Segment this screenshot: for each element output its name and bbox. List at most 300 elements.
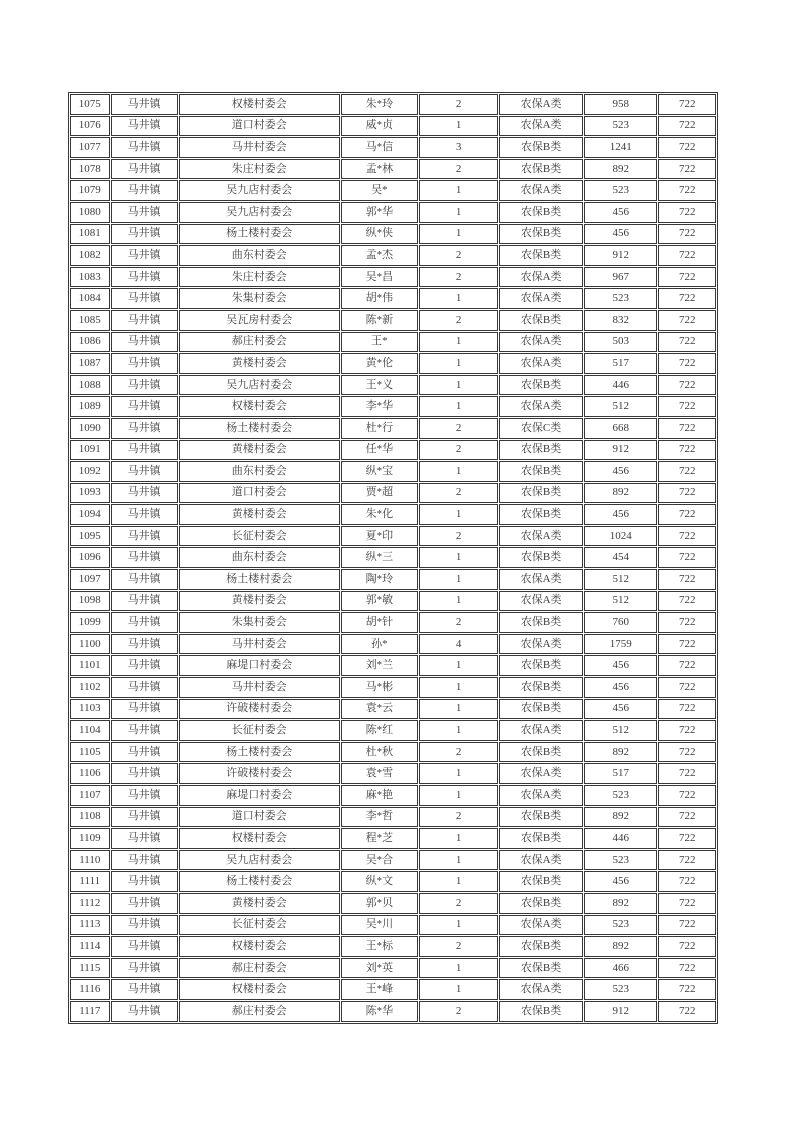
table-cell: 马井镇 — [111, 936, 178, 957]
table-cell: 722 — [658, 137, 716, 158]
table-cell: 贾*超 — [341, 483, 418, 504]
table-row — [70, 332, 716, 353]
table-cell: 454 — [584, 547, 657, 568]
table-cell: 512 — [584, 569, 657, 590]
table-cell: 722 — [658, 893, 716, 914]
table-cell: 958 — [584, 94, 657, 115]
table-cell: 912 — [584, 440, 657, 461]
table-row — [70, 569, 716, 590]
table-cell: 黄楼村委会 — [179, 353, 340, 374]
table-cell: 517 — [584, 353, 657, 374]
table-cell: 权楼村委会 — [179, 979, 340, 1000]
table-cell: 农保A类 — [499, 396, 583, 417]
table-cell: 1083 — [70, 267, 110, 288]
table-cell: 黄楼村委会 — [179, 591, 340, 612]
table-cell: 722 — [658, 94, 716, 115]
table-cell: 纵*侠 — [341, 224, 418, 245]
table-row — [70, 634, 716, 655]
table-cell: 农保A类 — [499, 634, 583, 655]
table-cell: 吴九店村委会 — [179, 375, 340, 396]
table-row — [70, 159, 716, 180]
table-cell: 722 — [658, 483, 716, 504]
table-cell: 马井镇 — [111, 828, 178, 849]
table-cell: 722 — [658, 440, 716, 461]
table-cell: 郝庄村委会 — [179, 332, 340, 353]
table-cell: 722 — [658, 742, 716, 763]
table-cell: 722 — [658, 332, 716, 353]
table-cell: 1099 — [70, 612, 110, 633]
table-cell: 马井镇 — [111, 440, 178, 461]
table-cell: 农保A类 — [499, 591, 583, 612]
table-cell: 马井镇 — [111, 418, 178, 439]
table-cell: 马井镇 — [111, 655, 178, 676]
table-cell: 郭*贝 — [341, 893, 418, 914]
table-cell: 2 — [419, 418, 498, 439]
table-cell: 农保A类 — [499, 267, 583, 288]
table-cell: 农保A类 — [499, 850, 583, 871]
table-cell: 722 — [658, 591, 716, 612]
insurance-roster-table — [68, 92, 718, 1024]
table-cell: 1089 — [70, 396, 110, 417]
table-cell: 1092 — [70, 461, 110, 482]
table-cell: 马井镇 — [111, 720, 178, 741]
table-cell: 1 — [419, 202, 498, 223]
table-cell: 农保B类 — [499, 310, 583, 331]
table-row — [70, 828, 716, 849]
table-cell: 马井镇 — [111, 677, 178, 698]
table-cell: 农保B类 — [499, 1001, 583, 1022]
table-cell: 1 — [419, 720, 498, 741]
table-cell: 456 — [584, 504, 657, 525]
table-cell: 马井镇 — [111, 116, 178, 137]
table-cell: 马井镇 — [111, 871, 178, 892]
table-cell: 912 — [584, 245, 657, 266]
table-cell: 杜*行 — [341, 418, 418, 439]
table-cell: 马井镇 — [111, 979, 178, 1000]
table-cell: 农保A类 — [499, 785, 583, 806]
table-cell: 郝庄村委会 — [179, 1001, 340, 1022]
table-row — [70, 936, 716, 957]
table-cell: 吴* — [341, 180, 418, 201]
table-row — [70, 94, 716, 115]
table-cell: 马井镇 — [111, 807, 178, 828]
table-row — [70, 267, 716, 288]
table-cell: 马井镇 — [111, 137, 178, 158]
table-cell: 1111 — [70, 871, 110, 892]
table-cell: 陈*新 — [341, 310, 418, 331]
table-cell: 马井镇 — [111, 483, 178, 504]
table-cell: 2 — [419, 483, 498, 504]
table-cell: 袁*雪 — [341, 763, 418, 784]
table-cell: 农保A类 — [499, 763, 583, 784]
table-cell: 1101 — [70, 655, 110, 676]
table-cell: 722 — [658, 159, 716, 180]
table-cell: 农保B类 — [499, 461, 583, 482]
table-cell: 1 — [419, 569, 498, 590]
table-cell: 农保B类 — [499, 936, 583, 957]
table-cell: 马井镇 — [111, 396, 178, 417]
table-cell: 466 — [584, 958, 657, 979]
table-cell: 722 — [658, 828, 716, 849]
table-cell: 722 — [658, 763, 716, 784]
table-row — [70, 418, 716, 439]
table-cell: 1113 — [70, 915, 110, 936]
table-cell: 2 — [419, 893, 498, 914]
table-row — [70, 310, 716, 331]
table-cell: 722 — [658, 526, 716, 547]
table-cell: 1117 — [70, 1001, 110, 1022]
table-cell: 马井镇 — [111, 699, 178, 720]
table-cell: 刘*英 — [341, 958, 418, 979]
table-cell: 吴九店村委会 — [179, 180, 340, 201]
table-cell: 马井镇 — [111, 915, 178, 936]
table-cell: 523 — [584, 288, 657, 309]
table-cell: 1 — [419, 591, 498, 612]
table-cell: 王*标 — [341, 936, 418, 957]
table-row — [70, 116, 716, 137]
data-table — [68, 92, 718, 1024]
table-cell: 农保B类 — [499, 893, 583, 914]
table-cell: 吴九店村委会 — [179, 202, 340, 223]
table-cell: 道口村委会 — [179, 116, 340, 137]
table-cell: 512 — [584, 720, 657, 741]
table-cell: 1109 — [70, 828, 110, 849]
table-cell: 2 — [419, 310, 498, 331]
table-cell: 1106 — [70, 763, 110, 784]
table-cell: 马井镇 — [111, 742, 178, 763]
table-cell: 朱集村委会 — [179, 288, 340, 309]
table-row — [70, 871, 716, 892]
table-cell: 1 — [419, 915, 498, 936]
table-cell: 1 — [419, 224, 498, 245]
table-cell: 1082 — [70, 245, 110, 266]
table-cell: 722 — [658, 461, 716, 482]
table-cell: 马井镇 — [111, 526, 178, 547]
table-cell: 农保A类 — [499, 288, 583, 309]
table-cell: 任*华 — [341, 440, 418, 461]
table-cell: 长征村委会 — [179, 720, 340, 741]
table-cell: 722 — [658, 547, 716, 568]
table-cell: 1098 — [70, 591, 110, 612]
table-cell: 纵*宝 — [341, 461, 418, 482]
table-cell: 农保A类 — [499, 569, 583, 590]
table-cell: 1108 — [70, 807, 110, 828]
table-cell: 马井镇 — [111, 612, 178, 633]
table-cell: 1 — [419, 871, 498, 892]
table-cell: 纵*三 — [341, 547, 418, 568]
table-cell: 杨土楼村委会 — [179, 871, 340, 892]
table-cell: 1 — [419, 850, 498, 871]
table-cell: 892 — [584, 936, 657, 957]
table-row — [70, 958, 716, 979]
table-cell: 892 — [584, 483, 657, 504]
table-cell: 2 — [419, 526, 498, 547]
table-cell: 1112 — [70, 893, 110, 914]
table-cell: 马井镇 — [111, 159, 178, 180]
table-cell: 马井镇 — [111, 332, 178, 353]
table-cell: 权楼村委会 — [179, 936, 340, 957]
table-cell: 2 — [419, 612, 498, 633]
table-cell: 456 — [584, 461, 657, 482]
table-cell: 722 — [658, 850, 716, 871]
table-cell: 2 — [419, 440, 498, 461]
table-cell: 农保B类 — [499, 871, 583, 892]
table-cell: 523 — [584, 979, 657, 1000]
table-cell: 1105 — [70, 742, 110, 763]
table-cell: 农保B类 — [499, 807, 583, 828]
table-cell: 农保B类 — [499, 375, 583, 396]
table-cell: 912 — [584, 1001, 657, 1022]
table-cell: 456 — [584, 871, 657, 892]
table-cell: 马井镇 — [111, 202, 178, 223]
table-cell: 农保B类 — [499, 655, 583, 676]
table-cell: 吴九店村委会 — [179, 850, 340, 871]
table-cell: 黄楼村委会 — [179, 440, 340, 461]
table-row — [70, 483, 716, 504]
table-cell: 1096 — [70, 547, 110, 568]
table-body — [70, 94, 716, 1022]
table-cell: 722 — [658, 180, 716, 201]
table-row — [70, 591, 716, 612]
table-cell: 1095 — [70, 526, 110, 547]
table-row — [70, 742, 716, 763]
table-cell: 722 — [658, 936, 716, 957]
table-cell: 1 — [419, 785, 498, 806]
table-cell: 722 — [658, 699, 716, 720]
table-cell: 威*贞 — [341, 116, 418, 137]
table-cell: 杨土楼村委会 — [179, 418, 340, 439]
table-cell: 农保B类 — [499, 159, 583, 180]
table-cell: 722 — [658, 655, 716, 676]
table-cell: 马井镇 — [111, 763, 178, 784]
table-row — [70, 353, 716, 374]
table-cell: 许破楼村委会 — [179, 699, 340, 720]
table-cell: 1 — [419, 288, 498, 309]
table-cell: 马*彬 — [341, 677, 418, 698]
table-cell: 孟*林 — [341, 159, 418, 180]
table-cell: 孟*杰 — [341, 245, 418, 266]
table-cell: 胡*针 — [341, 612, 418, 633]
table-row — [70, 288, 716, 309]
table-cell: 456 — [584, 699, 657, 720]
table-cell: 马井镇 — [111, 180, 178, 201]
table-cell: 农保C类 — [499, 418, 583, 439]
table-cell: 722 — [658, 504, 716, 525]
table-cell: 722 — [658, 807, 716, 828]
table-row — [70, 224, 716, 245]
table-row — [70, 461, 716, 482]
table-cell: 刘*兰 — [341, 655, 418, 676]
table-cell: 722 — [658, 245, 716, 266]
table-cell: 1 — [419, 655, 498, 676]
table-cell: 农保B类 — [499, 504, 583, 525]
table-cell: 胡*伟 — [341, 288, 418, 309]
table-cell: 农保A类 — [499, 116, 583, 137]
table-cell: 2 — [419, 1001, 498, 1022]
table-cell: 许破楼村委会 — [179, 763, 340, 784]
table-cell: 农保A类 — [499, 332, 583, 353]
table-cell: 1024 — [584, 526, 657, 547]
table-cell: 马井镇 — [111, 224, 178, 245]
table-cell: 1 — [419, 461, 498, 482]
table-cell: 曲东村委会 — [179, 245, 340, 266]
table-row — [70, 699, 716, 720]
table-row — [70, 677, 716, 698]
table-cell: 1086 — [70, 332, 110, 353]
table-cell: 456 — [584, 202, 657, 223]
table-cell: 1 — [419, 504, 498, 525]
table-cell: 1115 — [70, 958, 110, 979]
table-cell: 1090 — [70, 418, 110, 439]
table-cell: 吴*昌 — [341, 267, 418, 288]
table-cell: 1 — [419, 828, 498, 849]
table-row — [70, 612, 716, 633]
table-cell: 1 — [419, 396, 498, 417]
table-cell: 马井镇 — [111, 893, 178, 914]
table-cell: 杨土楼村委会 — [179, 224, 340, 245]
table-cell: 农保A类 — [499, 353, 583, 374]
table-row — [70, 547, 716, 568]
table-cell: 农保B类 — [499, 245, 583, 266]
table-cell: 马井镇 — [111, 958, 178, 979]
table-cell: 袁*云 — [341, 699, 418, 720]
table-cell: 2 — [419, 245, 498, 266]
table-cell: 马井镇 — [111, 461, 178, 482]
table-row — [70, 807, 716, 828]
table-cell: 1 — [419, 353, 498, 374]
table-cell: 马井镇 — [111, 504, 178, 525]
table-cell: 陈*华 — [341, 1001, 418, 1022]
table-cell: 722 — [658, 353, 716, 374]
table-row — [70, 850, 716, 871]
table-cell: 722 — [658, 375, 716, 396]
table-cell: 2 — [419, 936, 498, 957]
table-cell: 孙* — [341, 634, 418, 655]
table-cell: 权楼村委会 — [179, 396, 340, 417]
table-cell: 马井镇 — [111, 288, 178, 309]
table-cell: 朱*玲 — [341, 94, 418, 115]
table-cell: 760 — [584, 612, 657, 633]
table-cell: 1 — [419, 547, 498, 568]
table-cell: 1077 — [70, 137, 110, 158]
table-cell: 朱庄村委会 — [179, 159, 340, 180]
table-cell: 农保B类 — [499, 677, 583, 698]
table-cell: 1078 — [70, 159, 110, 180]
table-cell: 陈*红 — [341, 720, 418, 741]
table-cell: 1093 — [70, 483, 110, 504]
table-cell: 马井镇 — [111, 245, 178, 266]
table-cell: 1107 — [70, 785, 110, 806]
table-cell: 吴*川 — [341, 915, 418, 936]
table-cell: 杨土楼村委会 — [179, 742, 340, 763]
table-cell: 1081 — [70, 224, 110, 245]
table-row — [70, 526, 716, 547]
table-cell: 农保B类 — [499, 699, 583, 720]
table-cell: 722 — [658, 418, 716, 439]
table-cell: 麻堤口村委会 — [179, 785, 340, 806]
table-cell: 722 — [658, 720, 716, 741]
table-cell: 1110 — [70, 850, 110, 871]
table-cell: 1102 — [70, 677, 110, 698]
table-row — [70, 180, 716, 201]
table-row — [70, 893, 716, 914]
table-cell: 朱集村委会 — [179, 612, 340, 633]
table-cell: 722 — [658, 677, 716, 698]
table-cell: 523 — [584, 850, 657, 871]
table-cell: 马井镇 — [111, 1001, 178, 1022]
table-cell: 892 — [584, 742, 657, 763]
table-cell: 马井村委会 — [179, 634, 340, 655]
table-cell: 2 — [419, 742, 498, 763]
table-cell: 1116 — [70, 979, 110, 1000]
table-row — [70, 504, 716, 525]
table-cell: 1088 — [70, 375, 110, 396]
table-cell: 农保A类 — [499, 94, 583, 115]
table-cell: 王*义 — [341, 375, 418, 396]
table-cell: 马井镇 — [111, 310, 178, 331]
table-cell: 722 — [658, 871, 716, 892]
table-cell: 农保B类 — [499, 483, 583, 504]
table-cell: 马井镇 — [111, 267, 178, 288]
table-row — [70, 1001, 716, 1022]
table-cell: 农保B类 — [499, 137, 583, 158]
table-cell: 446 — [584, 375, 657, 396]
table-cell: 1076 — [70, 116, 110, 137]
table-cell: 512 — [584, 591, 657, 612]
table-cell: 马井镇 — [111, 375, 178, 396]
table-cell: 1114 — [70, 936, 110, 957]
table-cell: 1 — [419, 375, 498, 396]
table-cell: 农保B类 — [499, 440, 583, 461]
table-cell: 农保A类 — [499, 720, 583, 741]
table-cell: 农保B类 — [499, 958, 583, 979]
table-cell: 446 — [584, 828, 657, 849]
table-cell: 权楼村委会 — [179, 94, 340, 115]
table-cell: 马井镇 — [111, 634, 178, 655]
table-cell: 1080 — [70, 202, 110, 223]
table-cell: 1075 — [70, 94, 110, 115]
table-cell: 道口村委会 — [179, 483, 340, 504]
table-cell: 1 — [419, 763, 498, 784]
table-cell: 马井镇 — [111, 850, 178, 871]
table-cell: 1 — [419, 180, 498, 201]
table-cell: 长征村委会 — [179, 526, 340, 547]
table-cell: 967 — [584, 267, 657, 288]
table-cell: 722 — [658, 634, 716, 655]
table-cell: 3 — [419, 137, 498, 158]
table-cell: 722 — [658, 1001, 716, 1022]
table-cell: 892 — [584, 159, 657, 180]
table-cell: 马*信 — [341, 137, 418, 158]
table-cell: 曲东村委会 — [179, 547, 340, 568]
table-cell: 456 — [584, 224, 657, 245]
table-cell: 道口村委会 — [179, 807, 340, 828]
table-cell: 1091 — [70, 440, 110, 461]
table-cell: 李*华 — [341, 396, 418, 417]
table-row — [70, 785, 716, 806]
table-cell: 1 — [419, 699, 498, 720]
table-cell: 2 — [419, 159, 498, 180]
table-cell: 2 — [419, 94, 498, 115]
table-cell: 1103 — [70, 699, 110, 720]
table-cell: 892 — [584, 807, 657, 828]
table-cell: 郭*敏 — [341, 591, 418, 612]
table-cell: 马井镇 — [111, 569, 178, 590]
table-cell: 722 — [658, 979, 716, 1000]
table-row — [70, 375, 716, 396]
table-cell: 农保B类 — [499, 202, 583, 223]
table-cell: 吴瓦房村委会 — [179, 310, 340, 331]
